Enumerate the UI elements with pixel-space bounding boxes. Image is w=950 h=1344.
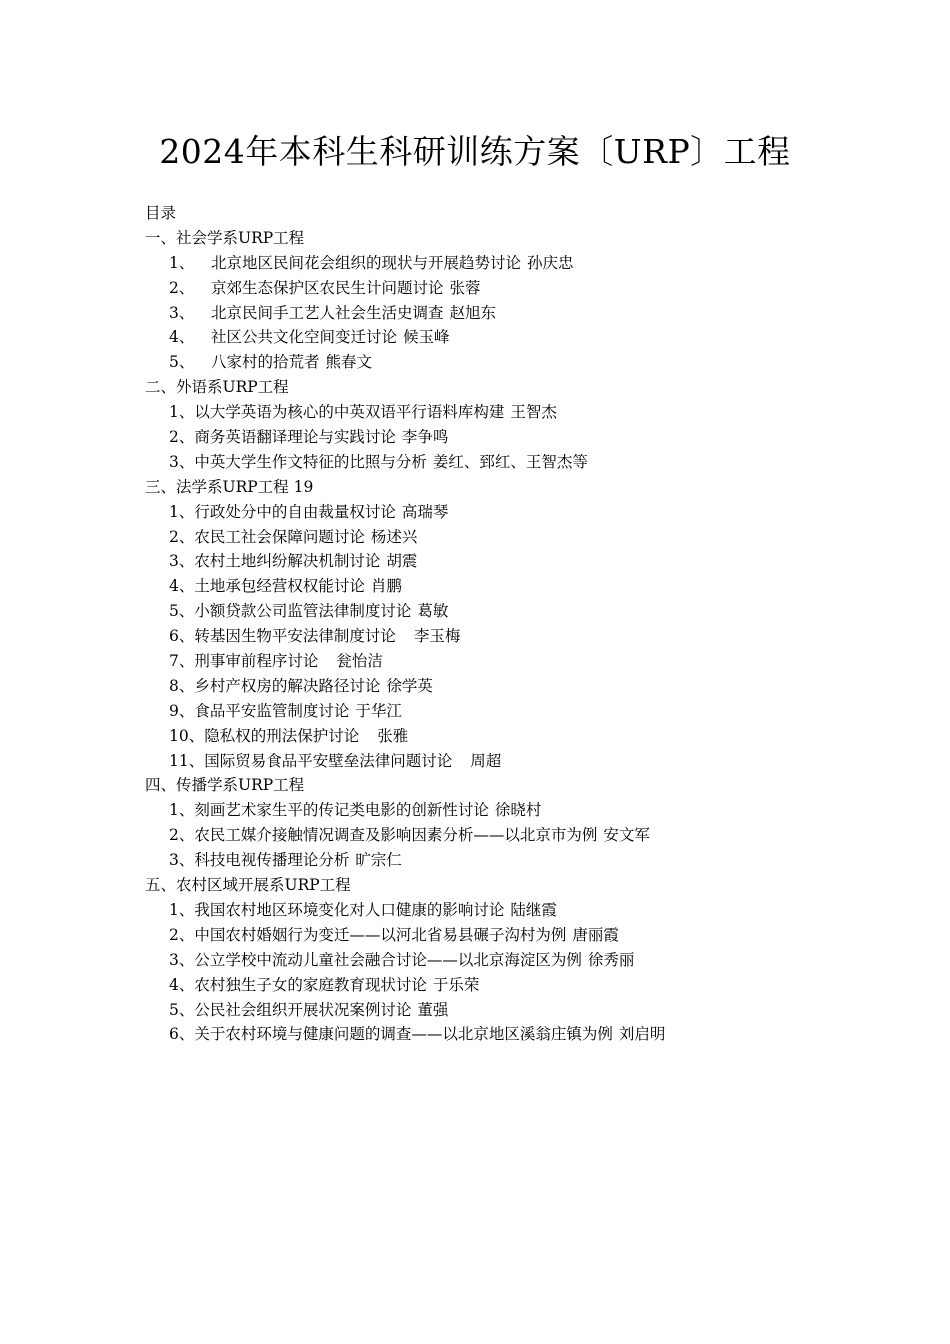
toc-entry	[145, 301, 905, 326]
entry-topic: 农村独生子女的家庭教育现状讨论	[194, 975, 427, 994]
toc-entry	[145, 450, 905, 475]
entry-author: 陆继霞	[510, 900, 557, 919]
entry-author: 徐学英	[386, 676, 433, 695]
toc-entry	[145, 251, 905, 276]
section-heading: 四、传播学系URP工程	[145, 776, 305, 795]
entry-author: 胡震	[386, 552, 418, 571]
entry-number: 3、	[169, 452, 195, 471]
toc-entry	[145, 400, 905, 425]
toc-entry	[145, 350, 905, 375]
entry-author: 于华江	[355, 701, 402, 720]
entry-number: 1、	[169, 502, 195, 521]
entry-topic: 转基因生物平安法律制度讨论	[194, 627, 396, 646]
entry-number: 1、	[169, 403, 195, 422]
entry-topic: 我国农村地区环境变化对人口健康的影响讨论	[194, 900, 505, 919]
entry-author: 安文军	[603, 826, 650, 845]
section-heading: 二、外语系URP工程	[145, 378, 289, 397]
entry-number: 4、	[169, 975, 195, 994]
entry-topic: 以大学英语为核心的中英双语平行语料库构建	[194, 403, 505, 422]
entry-number: 1、	[169, 253, 195, 272]
section-heading: 一、社会学系URP工程	[145, 228, 305, 247]
entry-topic: 公民社会组织开展状况案例讨论	[194, 1000, 412, 1019]
section-heading: 五、农村区域开展系URP工程	[145, 876, 351, 895]
toc-entry	[145, 276, 905, 301]
entry-author: 王智杰	[510, 403, 557, 422]
entry-author: 高瑞琴	[401, 502, 449, 521]
toc-heading: 目录	[145, 204, 177, 222]
toc-entry	[145, 574, 905, 599]
toc-entry	[145, 923, 905, 948]
entry-topic: 土地承包经营权权能讨论	[194, 577, 365, 596]
entry-topic: 八家村的拾荒者	[211, 353, 320, 372]
toc-entry	[145, 624, 905, 649]
toc-entry	[145, 973, 905, 998]
entry-topic: 隐私权的刑法保护讨论	[204, 726, 360, 745]
toc-entry	[145, 674, 905, 699]
entry-author: 瓮怡洁	[336, 652, 383, 671]
entry-number: 3、	[169, 851, 195, 870]
entry-number: 5、	[169, 602, 195, 621]
entry-topic: 行政处分中的自由裁量权讨论	[194, 502, 396, 521]
entry-number: 3、	[169, 950, 195, 969]
entry-author: 姜红、郅红、王智杰等	[432, 452, 588, 471]
toc-entry	[145, 325, 905, 350]
entry-author: 孙庆忠	[527, 253, 574, 272]
entry-number: 6、	[169, 627, 195, 646]
entry-author: 熊春文	[325, 353, 373, 372]
table-of-contents	[145, 201, 905, 1047]
entry-number: 4、	[169, 328, 195, 347]
toc-entry	[145, 724, 905, 749]
entry-topic: 商务英语翻译理论与实践讨论	[194, 428, 396, 447]
entry-author: 葛敏	[417, 602, 449, 621]
entry-topic: 食品平安监管制度讨论	[194, 701, 350, 720]
entry-number: 1、	[169, 900, 195, 919]
toc-entry	[145, 798, 905, 823]
entry-number: 1、	[169, 801, 195, 820]
entry-author: 张蓉	[449, 278, 481, 297]
entry-topic: 农村土地纠纷解决机制讨论	[194, 552, 381, 571]
entry-author: 周超	[470, 751, 502, 770]
entry-number: 3、	[169, 552, 195, 571]
toc-entry	[145, 649, 905, 674]
entry-author: 杨述兴	[370, 527, 418, 546]
entry-topic: 小额贷款公司监管法律制度讨论	[194, 602, 412, 621]
toc-entry	[145, 549, 905, 574]
entry-topic: 公立学校中流动儿童社会融合讨论——以北京海淀区为例	[194, 950, 582, 969]
entry-author: 徐秀丽	[587, 950, 635, 969]
entry-author: 张雅	[377, 726, 409, 745]
entry-topic: 刻画艺术家生平的传记类电影的创新性讨论	[194, 801, 489, 820]
entry-author: 肖鹏	[370, 577, 402, 596]
entry-number: 6、	[169, 1025, 195, 1044]
entry-topic: 京郊生态保护区农民生计问题讨论	[211, 278, 444, 297]
toc-entry	[145, 948, 905, 973]
entry-topic: 农民工媒介接触情况调查及影响因素分析——以北京市为例	[194, 826, 598, 845]
page-title: 2024年本科生科研训练方案〔URP〕工程	[159, 132, 791, 171]
entry-author: 徐晓村	[494, 801, 542, 820]
entry-author: 李争鸣	[401, 428, 449, 447]
entry-number: 2、	[169, 826, 195, 845]
entry-topic: 关于农村环境与健康问题的调查——以北京地区溪翁庄镇为例	[194, 1025, 613, 1044]
entry-topic: 刑事审前程序讨论	[194, 652, 319, 671]
toc-entry	[145, 823, 905, 848]
entry-topic: 北京民间手工艺人社会生活史调查	[211, 303, 444, 322]
entry-number: 7、	[169, 652, 195, 671]
entry-number: 2、	[169, 428, 195, 447]
section-heading: 三、法学系URP工程 19	[145, 477, 314, 496]
entry-author: 于乐荣	[432, 975, 480, 994]
entry-number: 2、	[169, 278, 195, 297]
entry-topic: 社区公共文化空间变迁讨论	[211, 328, 398, 347]
entry-number: 8、	[169, 676, 195, 695]
entry-topic: 乡村产权房的解决路径讨论	[194, 676, 381, 695]
toc-entry	[145, 425, 905, 450]
toc-entry	[145, 749, 905, 774]
entry-number: 2、	[169, 925, 195, 944]
entry-topic: 科技电视传播理论分析	[194, 851, 350, 870]
entry-author: 董强	[417, 1000, 449, 1019]
toc-entry	[145, 848, 905, 873]
entry-number: 5、	[169, 353, 195, 372]
entry-author: 赵旭东	[449, 303, 497, 322]
entry-number: 10、	[169, 726, 205, 745]
entry-topic: 农民工社会保障问题讨论	[194, 527, 365, 546]
entry-topic: 国际贸易食品平安壁垒法律问题讨论	[204, 751, 453, 770]
entry-author: 李玉梅	[413, 627, 461, 646]
entry-number: 4、	[169, 577, 195, 596]
entry-author: 唐丽霞	[572, 925, 619, 944]
entry-number: 2、	[169, 527, 195, 546]
entry-number: 5、	[169, 1000, 195, 1019]
entry-number: 11、	[169, 751, 205, 770]
toc-entry	[145, 998, 905, 1023]
entry-number: 9、	[169, 701, 195, 720]
entry-author: 候玉峰	[403, 328, 450, 347]
toc-entry	[145, 1022, 905, 1047]
entry-author: 刘启明	[618, 1025, 666, 1044]
entry-topic: 中国农村婚姻行为变迁——以河北省易县碾子沟村为例	[194, 925, 567, 944]
toc-entry	[145, 599, 905, 624]
entry-author: 旷宗仁	[355, 851, 402, 870]
toc-entry	[145, 898, 905, 923]
toc-entry	[145, 699, 905, 724]
toc-entry	[145, 525, 905, 550]
entry-topic: 北京地区民间花会组织的现状与开展趋势讨论	[211, 253, 522, 272]
entry-topic: 中英大学生作文特征的比照与分析	[194, 452, 427, 471]
toc-entry	[145, 500, 905, 525]
entry-number: 3、	[169, 303, 195, 322]
